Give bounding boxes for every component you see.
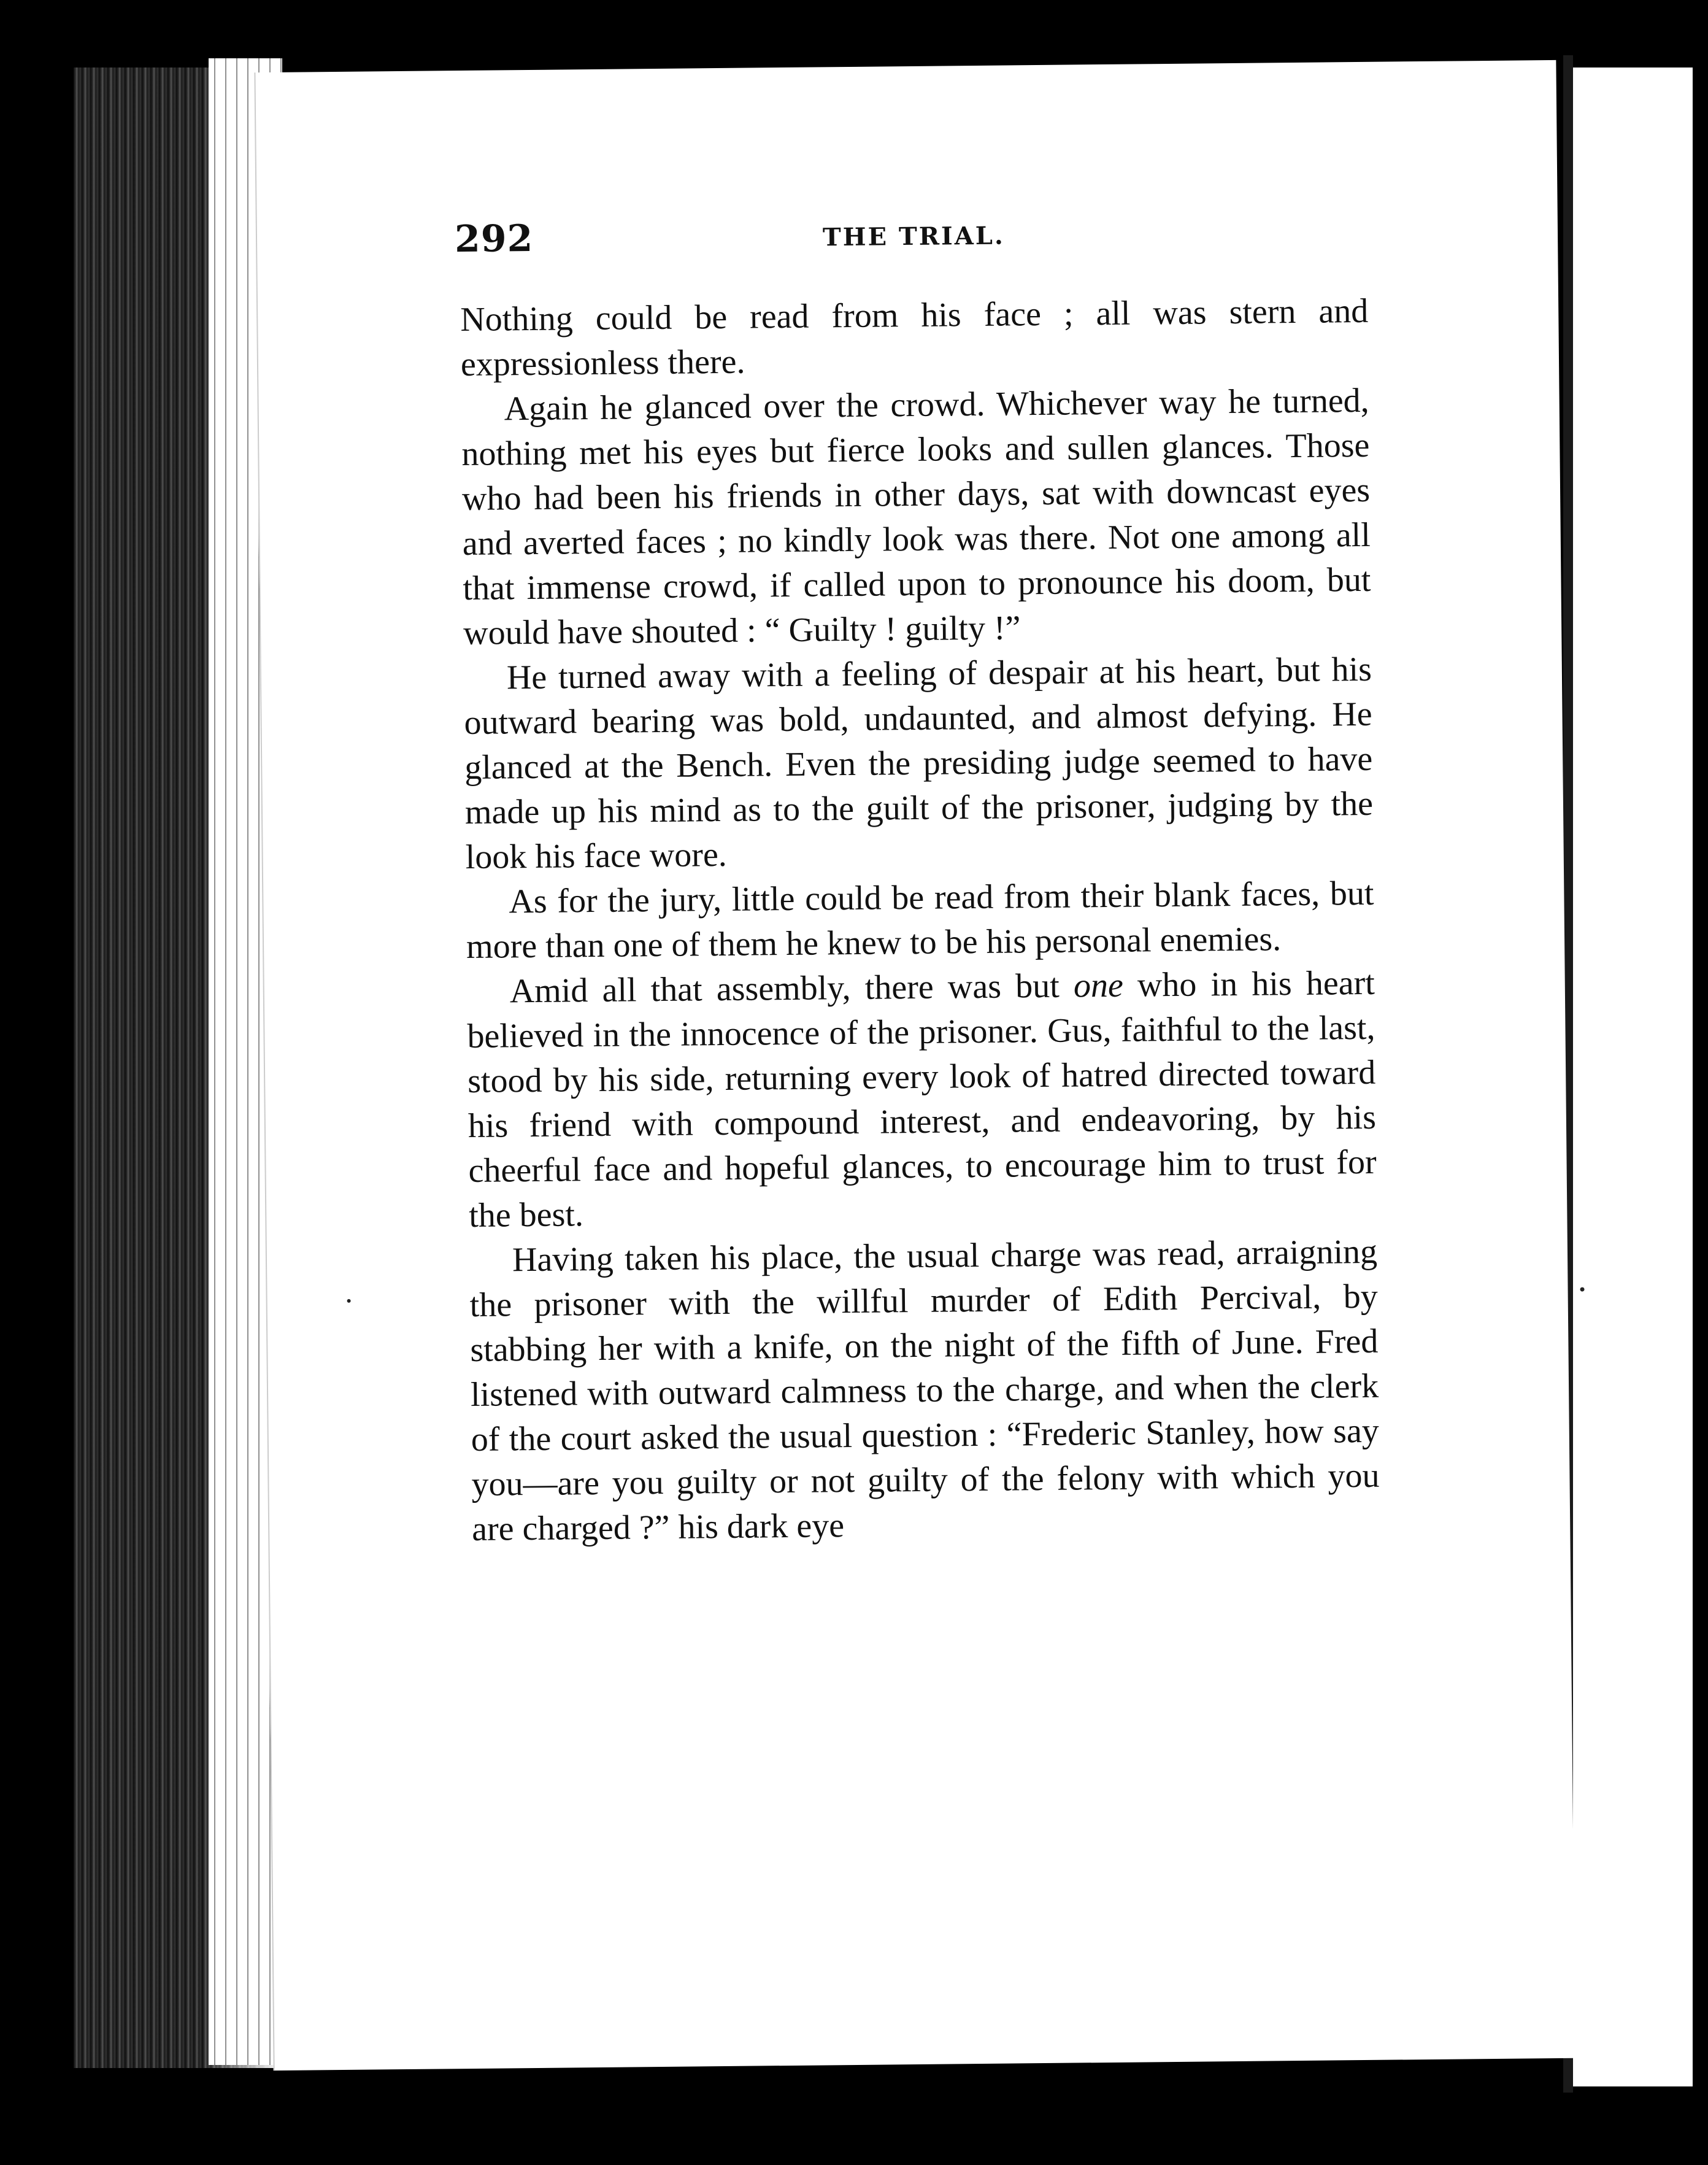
paragraph-3: He turned away with a feeling of despair at his heart, but his outward bearing was bold, undaunted, and almost defying. He glanced at the Bench. Even the presiding judge seemed to have made up his mind as to the guilt of the prisoner, judging by the look his face wore. <box>464 650 1374 877</box>
stray-ink-dot <box>1580 1287 1585 1292</box>
page-sheet <box>254 60 1575 2070</box>
paragraph-4: As for the jury, little could be read from their blank faces, but more than one of them he knew to be his personal enemies. <box>466 874 1374 967</box>
page-number: 292 <box>454 217 534 261</box>
running-head <box>455 209 1363 273</box>
facing-page-sliver <box>1573 68 1693 2086</box>
paragraph-6: Having taken his place, the usual charge was read, arraigning the prisoner with the willful murder of Edith Percival, by stabbing her with a knife, on the night of the fifth of June. Fred listened with outward calmness to the charge, and when the clerk of the court asked the usual question : “Frederic Stanley, how say you—are you guilty or not guilty of the felony with which you are charged ?” his dark eye <box>469 1232 1380 1548</box>
paragraph-2: Again he glanced over the crowd. Whichever way he turned, nothing met his eyes but fierce looks and sullen glances. Those who had been his friends in other days, sat with downcast eyes and averted faces ; no kindly look was there. Not one among all that immense crowd, if called upon to pronounce his doom, but would have shouted : “ Guilty ! guilty !” <box>461 381 1371 653</box>
paragraph-5-start: Amid all that assembly, there was but <box>509 967 1074 1011</box>
body-text <box>460 289 1380 1552</box>
emphasized-word: one <box>1073 966 1124 1005</box>
paragraph-1: Nothing could be read from his face ; all was stern and expressionless there. <box>460 291 1369 384</box>
paragraph-5-end: who in his heart believed in the innocence of the prisoner. Gus, faithful to the last, stood by his side, returning every look of hatred directed toward his friend with compound interest, and endeavoring, by his cheerful face and hopeful glances, to encourage him to trust for the best. <box>467 963 1377 1235</box>
running-title: THE TRIAL. <box>822 221 1006 252</box>
stray-ink-dot <box>347 1299 351 1303</box>
paragraph-5 <box>466 961 1377 1238</box>
